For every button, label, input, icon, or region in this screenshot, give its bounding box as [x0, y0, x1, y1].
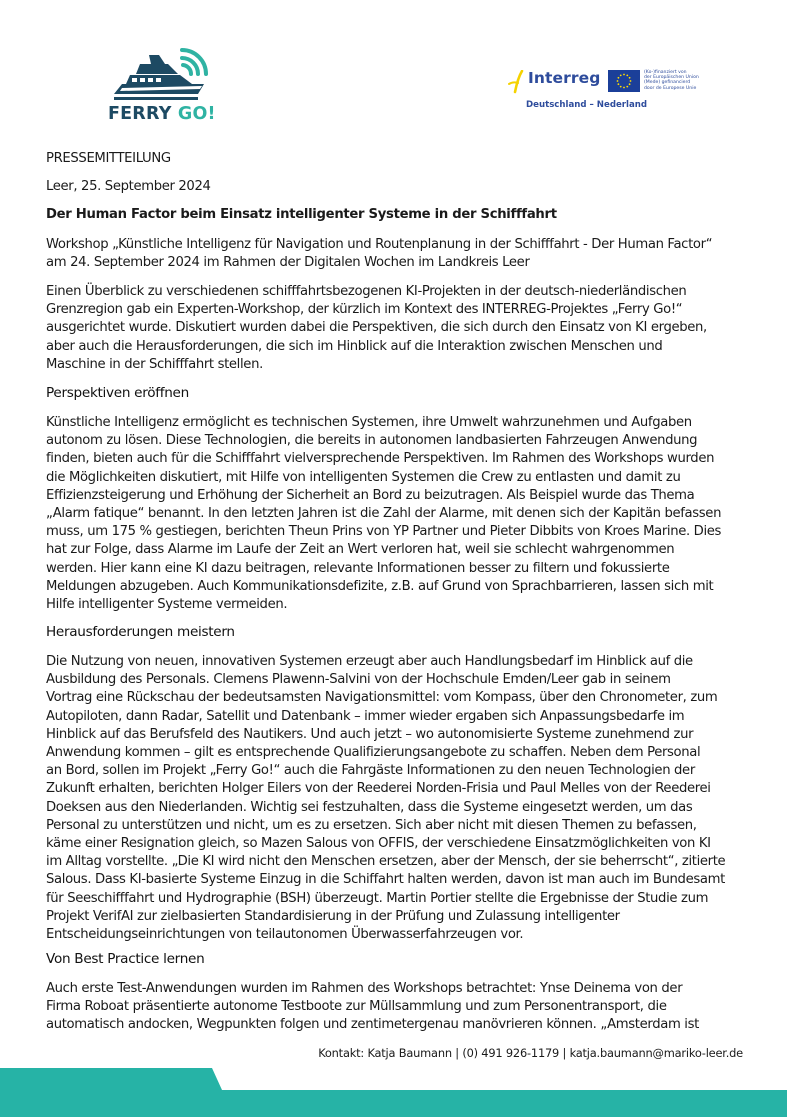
- section-paragraph-herausforderungen: [46, 653, 725, 944]
- paragraph-line: automatisch andocken, Wegpunkten folgen und zentimetergenau manövrieren können. „Amsterdam ist: [46, 1017, 699, 1033]
- paragraph-line: Autopiloten, dann Radar, Satellit und Datenbank – immer wieder ergaben sich Anpassungsbedarfe im: [46, 708, 685, 724]
- intro-line: Einen Überblick zu verschiedenen schifffahrtsbezogenen KI-Projekten in der deutsch-niederländischen: [46, 284, 687, 299]
- eu-text-line: door de Europese Unie: [644, 85, 697, 91]
- intro-line: Maschine in der Schifffahrt stellen.: [46, 356, 263, 372]
- paragraph-line: hat zur Folge, dass Alarme im Laufe der Zeit an Wert verloren hat, weil sie schlecht wahrgenommen: [46, 542, 675, 558]
- interreg-logo: [508, 68, 698, 116]
- subtitle-line: Workshop „Künstliche Intelligenz für Navigation und Routenplanung in der Schifffahrt - Der Human Factor“: [46, 237, 713, 252]
- paragraph-line: an Bord, sollen im Projekt „Ferry Go!“ auch die Fahrgäste Informationen zu den neuen Technologien der: [46, 763, 695, 779]
- paragraph-line: „Alarm fatique“ benannt. In den letzten Jahren ist die Zahl der Alarme, mit denen sich der Kapitän befassen: [46, 506, 722, 522]
- paragraph-line: muss, um 175 % gestiegen, berichten Theun Prins von YP Partner und Pieter Dibbits von Kroes Marine. Dies: [46, 524, 722, 540]
- interreg-swoosh-icon: [508, 70, 526, 94]
- paragraph-line: autonom zu lösen. Diese Technologien, die bereits in autonomen landbasierten Fahrzeugen Anwendung: [46, 433, 698, 449]
- eu-text-line: (Mede) gefinancierd: [644, 80, 691, 86]
- paragraph-line: Effizienzsteigerung und Erhöhung der Sicherheit an Bord zu beizutragen. Als Beispiel wurde das Thema: [46, 487, 695, 503]
- document-label: PRESSEMITTEILUNG: [46, 151, 171, 166]
- document-title: Der Human Factor beim Einsatz intelligenter Systeme in der Schifffahrt: [46, 207, 557, 222]
- subtitle-line: am 24. September 2024 im Rahmen der Digitalen Wochen im Landkreis Leer: [46, 255, 530, 271]
- interreg-region: Deutschland – Nederland: [526, 100, 648, 110]
- section-paragraph-perspektiven: [46, 414, 721, 614]
- paragraph-line: Projekt VerifAI zur zielbasierten Standardisierung in der Prüfung und Zulassung intelligenter: [46, 908, 620, 924]
- paragraph-line: Entscheidungseinrichtungen von teilautonomen Überwasserfahrzeugen vor.: [46, 927, 524, 943]
- section-heading-herausforderungen: Herausforderungen meistern: [46, 624, 235, 640]
- paragraph-line: Ausbildung des Personals. Clemens Plawenn-Salvini von der Hochschule Emden/Leer gab in seinem: [46, 672, 671, 688]
- paragraph-line: Künstliche Intelligenz ermöglicht es technischen Systemen, ihre Umwelt wahrzunehmen und Aufgaben: [46, 415, 692, 430]
- ferry-word: FERRY: [108, 104, 172, 124]
- paragraph-line: Personal zu unterstützen und nicht, um es zu ersetzen. Sich aber nicht mit diesen Themen zu befassen,: [46, 817, 697, 833]
- paragraph-line: finden, bieten auch für die Schifffahrt vielversprechende Perspektiven. Im Rahmen des Workshops wurden: [46, 451, 715, 467]
- paragraph-line: Zukunft erhalten, berichten Holger Eilers von der Reederei Norden-Frisia und Paul Melles von der Reederei: [46, 781, 711, 797]
- paragraph-line: Die Nutzung von neuen, innovativen Systemen erzeugt aber auch Handlungsbedarf im Hinblick auf die: [46, 654, 693, 669]
- contact-info: Kontakt: Katja Baumann | (0) 491 926-1179 | katja.baumann@mariko-leer.de: [318, 1046, 743, 1060]
- paragraph-line: werden. Hier kann eine KI dazu beitragen, relevante Informationen besser zu filtern und fokussierte: [46, 560, 670, 576]
- eu-text-line: (Ko-)finanziert von: [644, 70, 687, 75]
- eu-text-line: der Europäischen Union: [644, 75, 699, 81]
- paragraph-line: Firma Roboat präsentierte autonome Testboote zur Müllsammlung und zum Personentransport, die: [46, 999, 667, 1015]
- dateline: Leer, 25. September 2024: [46, 179, 211, 194]
- paragraph-line: Vortrag eine Rückschau der bedeutsamsten Navigationsmittel: vom Kompass, über den Chronometer, zum: [46, 690, 718, 706]
- ferry-go-logo: [104, 44, 214, 126]
- go-word: GO!: [177, 104, 216, 124]
- ferry-go-wordmark: [108, 104, 216, 124]
- paragraph-line: käme einer Resignation gleich, so Mazen Salous von OFFIS, der verschiedene Einsatzmöglichkeiten von KI: [46, 836, 711, 852]
- paragraph-line: Meldungen abzugeben. Auch Kommunikationsdefizite, z.B. auf Grund von Sprachbarrieren, lassen sich mit: [46, 578, 714, 594]
- eu-flag-icon: [608, 70, 640, 92]
- intro-paragraph: [46, 283, 707, 374]
- paragraph-line: die Möglichkeiten diskutiert, mit Hilfe von intelligenten Systemen die Crew zu entlasten und damit zu: [46, 469, 681, 485]
- subtitle: [46, 236, 712, 272]
- paragraph-line: Salous. Dass KI-basierte Systeme Einzug in die Schiffahrt halten werden, davon ist man auch im Bundesamt: [46, 872, 725, 888]
- paragraph-line: Auch erste Test-Anwendungen wurden im Rahmen des Workshops betrachtet: Ynse Deinema von der: [46, 981, 683, 996]
- paragraph-line: im Alltag vorstellte. „Die KI wird nicht den Menschen ersetzen, aber der Mensch, der sie beherrscht“, zitierte: [46, 854, 726, 870]
- intro-line: ausgerichtet wurde. Diskutiert wurden dabei die Perspektiven, die sich durch den Einsatz von KI ergeben,: [46, 320, 707, 336]
- paragraph-line: Anwendung kommen – gilt es entsprechende Qualifizierungsangebote zu schaffen. Neben dem Personal: [46, 745, 701, 761]
- paragraph-line: Doeksen aus den Niederlanden. Wichtig sei festzuhalten, dass die Systeme eingesetzt werden, um das: [46, 799, 693, 815]
- paragraph-line: Hilfe intelligenter Systeme vermeiden.: [46, 597, 288, 613]
- interreg-wordmark: Interreg: [528, 69, 601, 87]
- footer-band: [0, 1068, 787, 1117]
- section-paragraph-best-practice: [46, 980, 699, 1035]
- intro-line: Grenzregion gab ein Experten-Workshop, der kürzlich im Kontext des INTERREG-Projektes „Ferry Go!“: [46, 302, 683, 318]
- paragraph-line: für Seeschifffahrt und Hydrographie (BSH) überzeugt. Martin Portier stellte die Ergebnisse der Studie zum: [46, 890, 709, 906]
- ferry-ship-icon: [104, 44, 214, 106]
- intro-line: aber auch die Herausforderungen, die sich im Hinblick auf die Interaktion zwischen Menschen und: [46, 338, 663, 354]
- section-heading-perspektiven: Perspektiven eröffnen: [46, 385, 189, 401]
- section-heading-best-practice: Von Best Practice lernen: [46, 951, 205, 967]
- paragraph-line: Hinblick auf das Berufsfeld des Nautikers. Und auch jetzt – wo autonomisierte Systeme zunehmend zur: [46, 726, 694, 742]
- eu-funding-text: [644, 70, 704, 91]
